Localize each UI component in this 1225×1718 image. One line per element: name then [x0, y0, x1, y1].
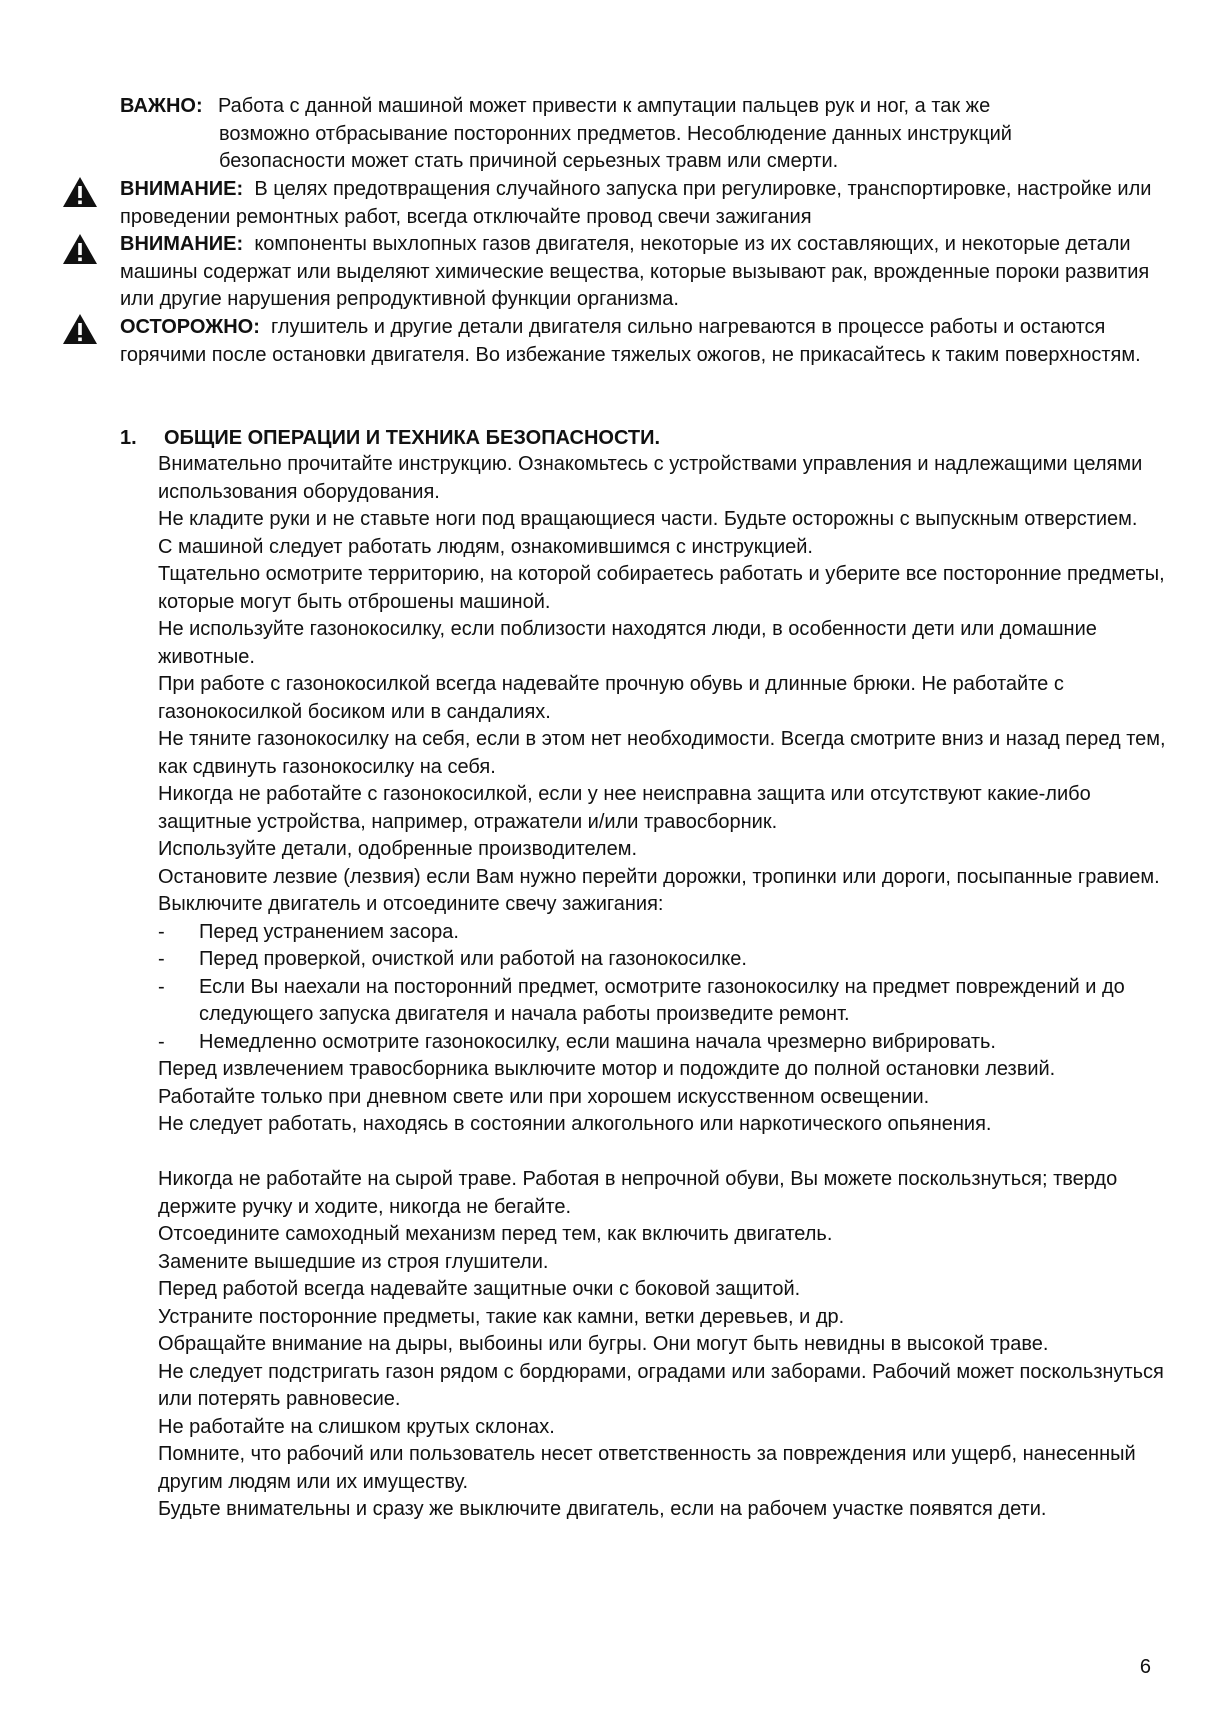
list-item: Будьте внимательны и сразу же выключите двигатель, если на рабочем участке появятся дети. [158, 1498, 1047, 1520]
list-item: Остановите лезвие (лезвия) если Вам нужно перейти дорожки, тропинки или дороги, посыпанные гравием. [158, 865, 1160, 888]
warning-triangle-icon [62, 233, 98, 265]
warning-block-3 [120, 314, 1170, 369]
list-item: С машиной следует работать людям, ознакомившимся с инструкцией. [158, 535, 813, 558]
list-item: Выключите двигатель и отсоедините свечу зажигания: [158, 893, 664, 915]
section-heading [120, 425, 660, 453]
list-item: Обращайте внимание на дыры, выбоины или бугры. Они могут быть невидны в высокой траве. [158, 1333, 1049, 1355]
list-item: Тщательно осмотрите территорию, на которой собираетесь работать и уберите все посторонние предметы, которые могут быть отброшены машиной. [158, 563, 1165, 613]
warning-block-2 [120, 231, 1170, 314]
warning-text: глушитель и другие детали двигателя сильно нагреваются в процессе работы и остаются горячими после остановки двигателя. Во избежание тяжелых ожогов, не прикасайтесь к таким поверхностям. [120, 316, 1141, 366]
warning-text: компоненты выхлопных газов двигателя, некоторые из их составляющих, и некоторые детали машины содержат или выделяют химические вещества, которые вызывают рак, врожденные пороки развития или другие нарушения репродуктивной функции организма. [120, 233, 1150, 310]
warning-label: ВНИМАНИЕ: [120, 233, 244, 255]
list-item: Используйте детали, одобренные производителем. [158, 838, 638, 860]
list-item: При работе с газонокосилкой всегда надевайте прочную обувь и длинные брюки. Не работайте с газонокосилкой босиком или в сандалиях. [158, 673, 1064, 723]
list-item: Перед работой всегда надевайте защитные очки с боковой защитой. [158, 1278, 801, 1300]
important-notice [120, 93, 1140, 176]
dash-item: - Если Вы наехали на посторонний предмет, осмотрите газонокосилку на предмет повреждений и до следующего запуска двигателя и начала работы произведите ремонт. [158, 974, 1178, 1029]
list-item: Не кладите руки и не ставьте ноги под вращающиеся части. Будьте осторожны с выпускным отверстием. [158, 508, 1138, 530]
list-item: Никогда не работайте на сырой траве. Работая в непрочной обуви, Вы можете поскользнуться; твердо держите ручку и ходите, никогда не бегайте. [158, 1168, 1118, 1218]
list-item: Перед извлечением травосборника выключите мотор и подождите до полной остановки лезвий. [158, 1058, 1056, 1080]
dash-item: - Перед устранением засора. [158, 919, 1178, 947]
list-item: Не следует работать, находясь в состоянии алкогольного или наркотического опьянения. [158, 1113, 992, 1135]
warning-block-1 [120, 176, 1170, 231]
list-item: Помните, что рабочий или пользователь несет ответственность за повреждения или ущерб, нанесенный другим людям или их имуществу. [158, 1443, 1136, 1493]
list-item: Внимательно прочитайте инструкцию. Ознакомьтесь с устройствами управления и надлежащими целями использования оборудования. [158, 453, 1143, 503]
list-item: Устраните посторонние предметы, такие как камни, ветки деревьев, и др. [158, 1305, 845, 1328]
section-number: 1. [120, 427, 137, 449]
important-text-line1: Работа с данной машиной может привести к ампутации пальцев рук и ног, а так же [218, 95, 991, 117]
warning-label: ВНИМАНИЕ: [120, 178, 244, 200]
section-title: ОБЩИЕ ОПЕРАЦИИ И ТЕХНИКА БЕЗОПАСНОСТИ. [164, 427, 661, 449]
warning-triangle-icon [62, 176, 98, 208]
instructions-list [158, 451, 1178, 1524]
list-item: Не тяните газонокосилку на себя, если в этом нет необходимости. Всегда смотрите вниз и назад перед тем, как сдвинуть газонокосилку на себя. [158, 728, 1166, 778]
dash-item: - Немедленно осмотрите газонокосилку, если машина начала чрезмерно вибрировать. [158, 1029, 1178, 1057]
page-number: 6 [1139, 1656, 1151, 1678]
important-label: ВАЖНО: [120, 95, 203, 117]
paragraph-gap [158, 1139, 1178, 1167]
dash-item: - Перед проверкой, очисткой или работой на газонокосилке. [158, 946, 1178, 974]
list-item: Отсоедините самоходный механизм перед тем, как включить двигатель. [158, 1223, 833, 1245]
warning-text: В целях предотвращения случайного запуска при регулировке, транспортировке, настройке или проведении ремонтных работ, всегда отключайте провод свечи зажигания [120, 178, 1152, 228]
warning-label: ОСТОРОЖНО: [120, 316, 260, 338]
list-item: Замените вышедшие из строя глушители. [158, 1250, 549, 1273]
warning-triangle-icon [62, 313, 98, 345]
list-item: Работайте только при дневном свете или при хорошем искусственном освещении. [158, 1085, 930, 1108]
list-item: Не используйте газонокосилку, если поблизости находятся люди, в особенности дети или домашние животные. [158, 618, 1097, 668]
list-item: Не следует подстригать газон рядом с бордюрами, оградами или заборами. Рабочий может поскользнуться или потерять равновесие. [158, 1360, 1164, 1410]
list-item: Никогда не работайте с газонокосилкой, если у нее неисправна защита или отсутствуют какие-либо защитные устройства, например, отражатели и/или травосборник. [158, 783, 1091, 833]
important-text-rest: возможно отбрасывание посторонних предметов. Несоблюдение данных инструкций безопасности может стать причиной серьезных травм или смерти. [219, 122, 1012, 172]
list-item: Не работайте на слишком крутых склонах. [158, 1415, 555, 1438]
